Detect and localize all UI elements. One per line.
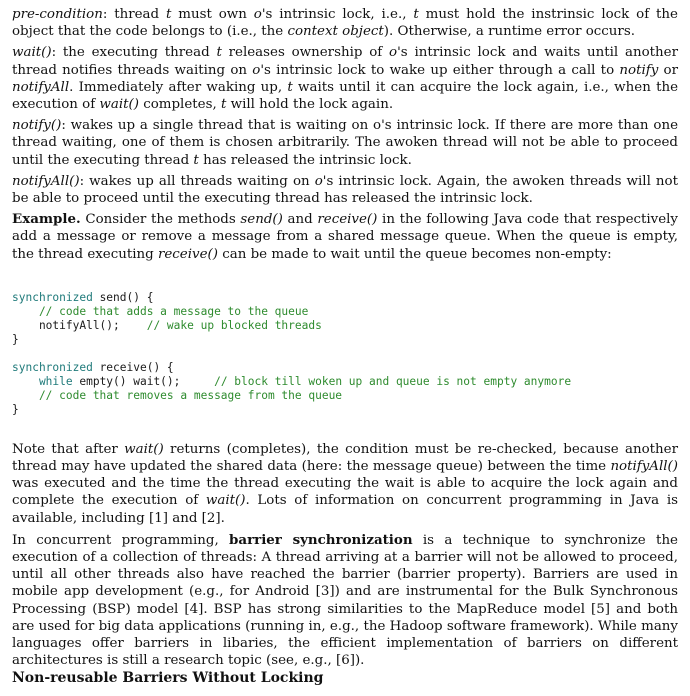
code-comment: // block till woken up and queue is not empty anymore (180, 374, 572, 388)
note-paragraph (12, 441, 678, 527)
term: receive() (157, 246, 218, 262)
barrier-paragraph (12, 532, 678, 670)
term: pre-condition (12, 7, 103, 22)
text: 's intrinsic lock to wake up either through a call to (260, 62, 620, 78)
term: notifyAll() (610, 459, 678, 475)
term: notifyAll() (12, 173, 80, 189)
code: empty() wait(); (72, 374, 181, 388)
code-comment: // code that adds a message to the queue (12, 304, 309, 318)
text: ). Otherwise, a runtime error occurs. (383, 24, 635, 40)
document-body (12, 6, 678, 669)
text: can be made to wait until the queue becomes non-empty: (217, 246, 612, 262)
notifyall-paragraph (12, 173, 678, 207)
text: Consider the methods (80, 212, 241, 228)
term: wait() (12, 45, 52, 61)
code-listing (12, 291, 678, 417)
term: wait() (99, 97, 139, 113)
var: t (287, 79, 293, 95)
code-line: } (12, 402, 19, 416)
text: . Lots of information on concurrent programming in Java is available, including [1] and [2]. (12, 493, 678, 526)
term: notifyAll (12, 79, 70, 95)
keyword: while (12, 374, 73, 388)
text: releases ownership of (221, 45, 390, 61)
keyword: synchronized (12, 360, 93, 374)
term: wait() (205, 493, 246, 509)
keyword: synchronized (12, 290, 93, 304)
wait-paragraph (12, 44, 678, 113)
code-line (12, 375, 678, 389)
code-comment: // code that removes a message from the queue (12, 388, 343, 402)
code-line (12, 361, 678, 375)
var: o (314, 173, 323, 189)
text: In concurrent programming, (12, 532, 230, 548)
text: or (658, 62, 678, 78)
code: receive() { (92, 360, 174, 374)
notify-paragraph (12, 117, 678, 169)
var: t (413, 7, 419, 22)
text: has released the intrinsic lock. (198, 152, 412, 168)
term: notify() (12, 118, 62, 134)
var: t (193, 152, 199, 168)
text: . Immediately after waking up, (69, 79, 288, 95)
code-line (12, 319, 678, 333)
term: context object (287, 24, 384, 40)
text: must hold the instrinsic lock of the object that the code belongs to (i.e., the (12, 7, 678, 40)
text: returns (completes), the condition must be re-checked, because another thread may have updated the shared data (here: the message queue) between the time (12, 441, 679, 475)
example-paragraph (12, 211, 678, 263)
text: must own (171, 7, 254, 22)
term: send() (240, 212, 283, 228)
text: 's intrinsic lock. Again, the awoken threads will not be able to proceed until the executing thread has released the intrinsic lock. (12, 173, 678, 207)
var: t (165, 7, 172, 22)
code: notifyAll(); (12, 318, 120, 332)
term: wait() (124, 441, 164, 457)
bold-term: barrier synchronization (229, 531, 413, 548)
text: and (282, 212, 318, 228)
text: Note that after (12, 441, 125, 457)
precondition-paragraph (12, 6, 678, 40)
text: : thread (102, 7, 166, 22)
var: t (216, 45, 222, 61)
text: completes, (138, 97, 221, 113)
text: : wakes up all threads waiting on (79, 173, 315, 189)
var: o (252, 62, 261, 78)
text: waits until it can acquire the lock again, i.e., when the execution of (12, 79, 679, 113)
term: notify (619, 62, 659, 78)
var: t (220, 97, 227, 113)
text: was executed and the time the thread executing the wait is able to acquire the lock again and complete the execution of (12, 476, 678, 509)
example-label: Example. (12, 211, 81, 228)
text: : wakes up a single thread that is waiting on o's intrinsic lock. If there are more than one thread waiting, one of them is chosen arbitrarily. The awoken thread will not be able to proceed until the executing thread (12, 118, 678, 168)
text: 's intrinsic lock, i.e., (261, 7, 414, 22)
term: receive() (317, 212, 378, 228)
section-heading: Non-reusable Barriers Without Locking (12, 670, 324, 686)
code-comment: // wake up blocked threads (119, 318, 322, 332)
var: o (389, 45, 398, 61)
code-line (12, 291, 678, 305)
code-line: } (12, 332, 19, 346)
text: in the following Java code that respectively add a message or remove a message from a shared message queue. When the queue is empty, the thread executing (12, 212, 678, 262)
text: 's intrinsic lock and waits until another thread notifies threads waiting on (12, 45, 678, 78)
text: : the executing thread (51, 45, 217, 61)
code: send() { (92, 290, 154, 304)
text: will hold the lock again. (226, 97, 394, 113)
text: is a technique to synchronize the execution of a collection of threads: A thread arriving at a barrier will not be allowed to proceed, until all other threads also have reached the barrier (barrier property). Barriers are used in mobile app development (e.g., for Android [3]) and are instrumental for the Bulk Synchronous Processing (BSP) model [4]. BSP has strong similarities to the MapReduce model [5] and both are used for big data applications (running in, e.g., the Hadoop software framework). While many languages offer barriers in libaries, the efficient implementation of barriers on different architectures is still a research topic (see, e.g., [6]). (12, 532, 678, 669)
var: o (253, 7, 262, 22)
